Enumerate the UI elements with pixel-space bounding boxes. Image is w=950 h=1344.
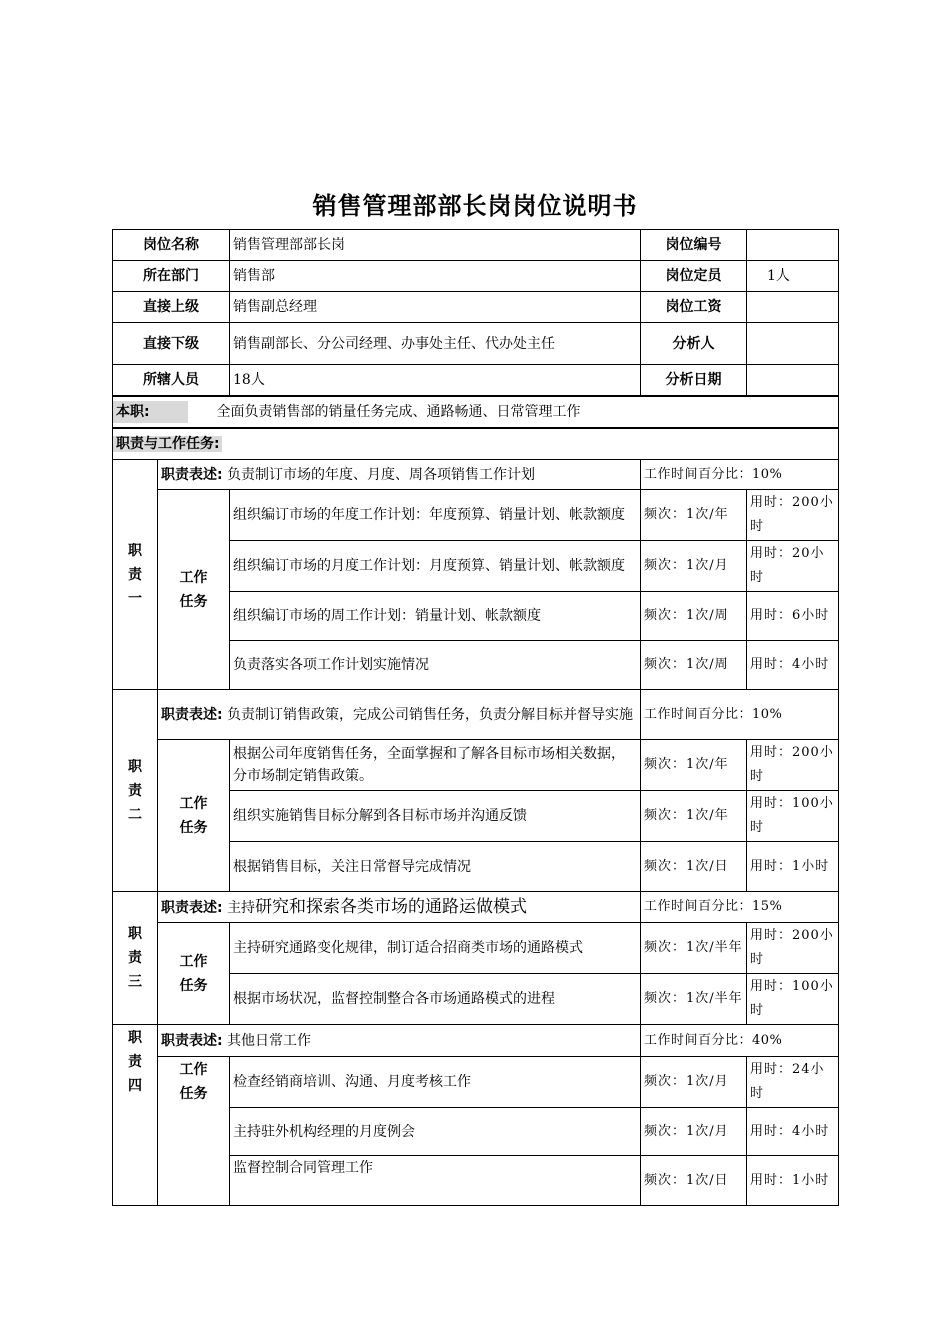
task-time: 用时：100小时 xyxy=(747,791,839,842)
info-label: 岗位名称 xyxy=(113,230,230,261)
task-text: 根据市场状况，监督控制整合各市场通路模式的进程 xyxy=(230,974,641,1025)
task-time: 用时：1小时 xyxy=(747,842,839,892)
task-label: 工作任务 xyxy=(158,923,230,1025)
task-time: 用时：20小时 xyxy=(747,541,839,592)
task-row xyxy=(113,740,839,791)
duty-name: 职责四 xyxy=(113,1025,158,1206)
task-row xyxy=(113,490,839,541)
task-row xyxy=(113,923,839,974)
duty-text: 全面负责销售部的销量任务完成、通路畅通、日常管理工作 xyxy=(216,403,581,420)
task-time: 用时：4小时 xyxy=(747,641,839,690)
duty-name: 职责三 xyxy=(113,892,158,1025)
duty-name: 职责二 xyxy=(113,690,158,892)
info-value: 销售部 xyxy=(230,261,641,292)
info-value xyxy=(747,292,839,323)
info-row xyxy=(113,323,839,365)
info-value: 销售副总经理 xyxy=(230,292,641,323)
task-frequency: 频次：1次/月 xyxy=(641,1108,747,1156)
task-time: 用时：4小时 xyxy=(747,1108,839,1156)
time-percent: 工作时间百分比：40% xyxy=(641,1025,839,1057)
duty-desc: 其他日常工作 xyxy=(227,1032,312,1049)
info-label: 分析人 xyxy=(641,323,747,365)
task-text: 监督控制合同管理工作 xyxy=(230,1156,641,1206)
info-value: 销售副部长、分公司经理、办事处主任、代办处主任 xyxy=(230,323,641,365)
task-text: 主持驻外机构经理的月度例会 xyxy=(230,1108,641,1156)
task-frequency: 频次：1次/年 xyxy=(641,490,747,541)
task-frequency: 频次：1次/周 xyxy=(641,592,747,641)
task-time: 用时：100小时 xyxy=(747,974,839,1025)
task-text: 主持研究通路变化规律，制订适合招商类市场的通路模式 xyxy=(230,923,641,974)
task-time: 用时：200小时 xyxy=(747,740,839,791)
task-label: 工作任务 xyxy=(158,1057,230,1206)
info-value xyxy=(747,365,839,396)
time-percent: 工作时间百分比：15% xyxy=(641,892,839,923)
task-text: 组织实施销售目标分解到各目标市场并沟通反馈 xyxy=(230,791,641,842)
task-frequency: 频次：1次/半年 xyxy=(641,923,747,974)
duty-desc: 主持研究和探索各类市场的通路运做模式 xyxy=(227,896,528,917)
info-label: 直接上级 xyxy=(113,292,230,323)
task-time: 用时：200小时 xyxy=(747,490,839,541)
duty-name: 职责一 xyxy=(113,460,158,690)
info-label: 岗位编号 xyxy=(641,230,747,261)
task-frequency: 频次：1次/日 xyxy=(641,842,747,892)
task-label: 工作任务 xyxy=(158,740,230,892)
task-text: 负责落实各项工作计划实施情况 xyxy=(230,641,641,690)
duty-desc: 负责制订销售政策，完成公司销售任务，负责分解目标并督导实施 xyxy=(227,706,634,723)
task-text: 组织编订市场的月度工作计划：月度预算、销量计划、帐款额度 xyxy=(230,541,641,592)
task-time: 用时：6小时 xyxy=(747,592,839,641)
duty-desc-row: 职责二 职责表述: 负责制订销售政策，完成公司销售任务，负责分解目标并督导实施 工作时间百分比：10% xyxy=(113,690,839,740)
task-row xyxy=(113,1057,839,1108)
duty-desc: 负责制订市场的年度、月度、周各项销售工作计划 xyxy=(227,466,536,483)
tasks-header: 职责与工作任务: xyxy=(113,436,222,452)
info-label: 所辖人员 xyxy=(113,365,230,396)
task-label: 工作任务 xyxy=(158,490,230,690)
duty-desc-row: 职责四 职责表述: 其他日常工作 工作时间百分比：40% xyxy=(113,1025,839,1057)
duty-row xyxy=(113,396,839,428)
info-row xyxy=(113,365,839,396)
task-time: 用时：1小时 xyxy=(747,1156,839,1206)
time-percent: 工作时间百分比：10% xyxy=(641,690,839,740)
task-frequency: 频次：1次/半年 xyxy=(641,974,747,1025)
tasks-header-row xyxy=(113,428,839,460)
info-row xyxy=(113,230,839,261)
info-label: 直接下级 xyxy=(113,323,230,365)
info-row xyxy=(113,261,839,292)
task-text: 组织编订市场的周工作计划：销量计划、帐款额度 xyxy=(230,592,641,641)
page-title: 销售管理部部长岗岗位说明书 xyxy=(312,192,638,220)
task-text: 检查经销商培训、沟通、月度考核工作 xyxy=(230,1057,641,1108)
info-label: 所在部门 xyxy=(113,261,230,292)
info-row xyxy=(113,292,839,323)
task-frequency: 频次：1次/年 xyxy=(641,791,747,842)
task-text: 根据销售目标，关注日常督导完成情况 xyxy=(230,842,641,892)
time-percent: 工作时间百分比：10% xyxy=(641,460,839,490)
task-time: 用时：24小时 xyxy=(747,1057,839,1108)
info-value: 1人 xyxy=(747,261,839,292)
task-text: 根据公司年度销售任务，全面掌握和了解各目标市场相关数据，分市场制定销售政策。 xyxy=(230,740,641,791)
info-label: 岗位定员 xyxy=(641,261,747,292)
task-frequency: 频次：1次/年 xyxy=(641,740,747,791)
duty-desc-row: 职责三 职责表述: 主持研究和探索各类市场的通路运做模式 工作时间百分比：15% xyxy=(113,892,839,923)
duty-desc-row: 职责一 职责表述: 负责制订市场的年度、月度、周各项销售工作计划 工作时间百分比：10% xyxy=(113,460,839,490)
task-frequency: 频次：1次/周 xyxy=(641,641,747,690)
duty-label: 本职: xyxy=(113,401,188,423)
info-label: 分析日期 xyxy=(641,365,747,396)
task-time: 用时：200小时 xyxy=(747,923,839,974)
task-text: 组织编订市场的年度工作计划：年度预算、销量计划、帐款额度 xyxy=(230,490,641,541)
task-frequency: 频次：1次/月 xyxy=(641,541,747,592)
info-value: 18人 xyxy=(230,365,641,396)
task-frequency: 频次：1次/日 xyxy=(641,1156,747,1206)
info-value: 销售管理部部长岗 xyxy=(230,230,641,261)
info-value xyxy=(747,323,839,365)
info-value xyxy=(747,230,839,261)
info-label: 岗位工资 xyxy=(641,292,747,323)
task-frequency: 频次：1次/月 xyxy=(641,1057,747,1108)
job-description-table xyxy=(112,229,839,1206)
